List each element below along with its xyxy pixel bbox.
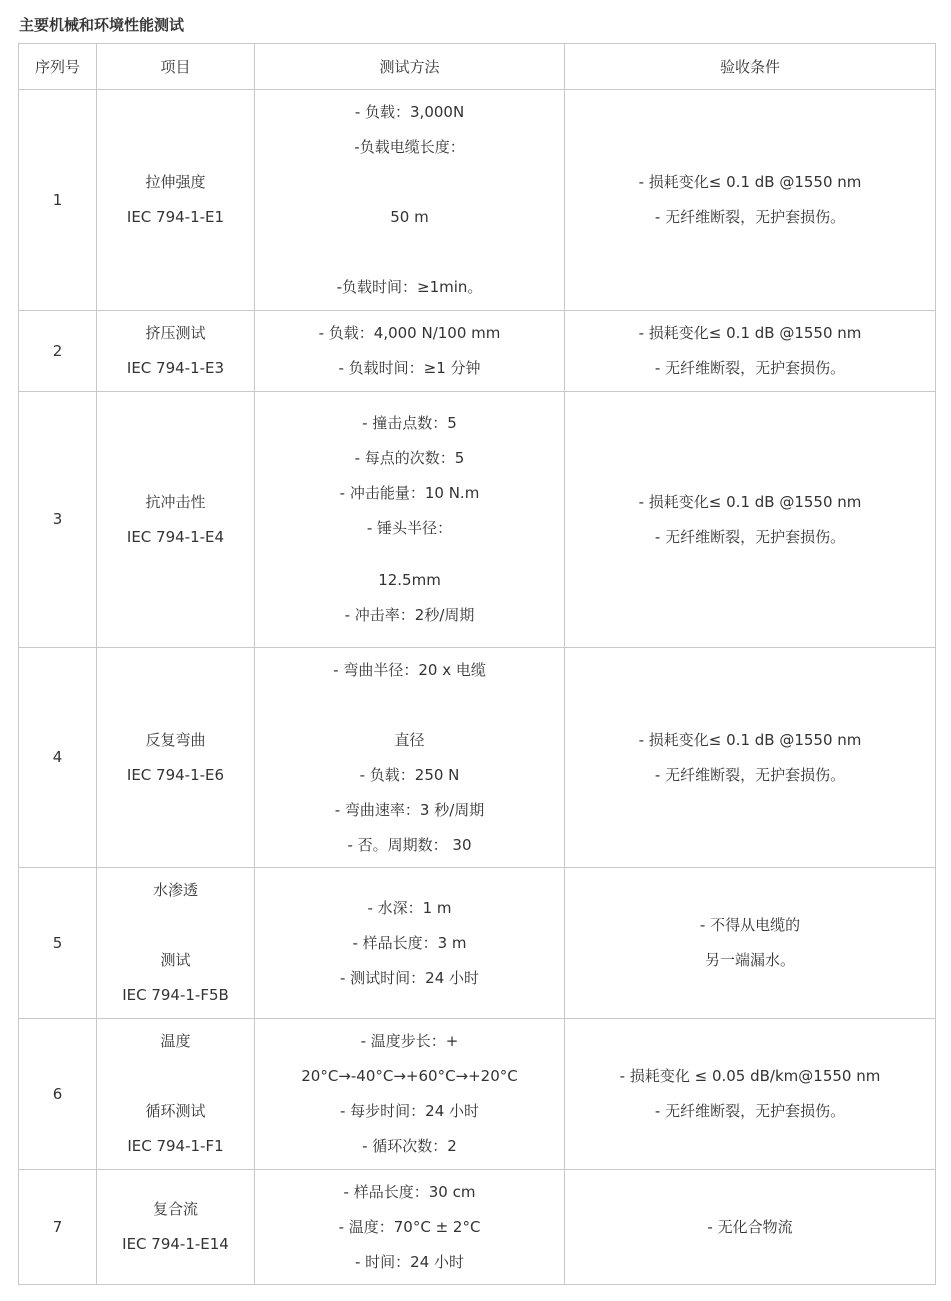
method-line: - 循环次数：2	[362, 1137, 457, 1155]
row-test-method	[255, 868, 565, 1019]
table-row	[19, 868, 936, 1019]
table-row	[19, 311, 936, 392]
method-line: 20°C→-40°C→+60°C→+20°C	[301, 1067, 518, 1085]
table-header-row	[19, 44, 936, 90]
criteria-line: - 无纤维断裂，无护套损伤。	[654, 1102, 846, 1120]
row-acceptance-criteria	[565, 90, 936, 311]
method-line: - 每点的次数：5	[354, 449, 465, 467]
method-line: - 否。周期数： 30	[347, 835, 472, 854]
header-acceptance-criteria: 验收条件	[565, 44, 936, 90]
item-line: IEC 794-1-E1	[126, 208, 225, 226]
method-line: - 负载：250 N	[359, 765, 460, 784]
item-line: 测试	[160, 951, 191, 969]
row-test-method	[255, 90, 565, 311]
method-line: - 负载：3,000N	[354, 103, 465, 121]
row-serial-number: 4	[19, 648, 97, 868]
row-item	[97, 311, 255, 392]
item-line: 反复弯曲	[145, 730, 206, 749]
item-line	[101, 1059, 250, 1094]
row-acceptance-criteria	[565, 1170, 936, 1285]
table-row	[19, 90, 936, 311]
method-line: -负载电缆长度：	[354, 138, 465, 156]
criteria-line: - 无纤维断裂，无护套损伤。	[654, 765, 846, 784]
item-line: 抗冲击性	[145, 492, 206, 511]
criteria-line: 另一端漏水。	[704, 951, 795, 969]
method-line	[259, 235, 560, 270]
item-line: 复合流	[152, 1200, 198, 1218]
method-line: - 负载时间：≥1 分钟	[338, 359, 481, 377]
criteria-line: - 损耗变化≤ 0.1 dB @1550 nm	[638, 492, 862, 511]
row-acceptance-criteria	[565, 648, 936, 868]
item-line: IEC 794-1-E14	[122, 1235, 229, 1253]
method-line: - 样品长度：3 m	[352, 933, 467, 952]
criteria-line: - 损耗变化≤ 0.1 dB @1550 nm	[638, 324, 862, 342]
item-line: 挤压测试	[145, 324, 206, 342]
table-row	[19, 392, 936, 648]
criteria-line: - 无纤维断裂，无护套损伤。	[654, 359, 846, 377]
header-test-method: 测试方法	[255, 44, 565, 90]
item-line: IEC 794-1-F5B	[122, 986, 229, 1004]
method-line: - 温度步长：+	[360, 1032, 459, 1050]
performance-test-table	[18, 43, 936, 1285]
row-acceptance-criteria	[565, 311, 936, 392]
criteria-line: - 无化合物流	[707, 1217, 793, 1236]
method-line: - 样品长度：30 cm	[343, 1182, 476, 1201]
method-line	[259, 546, 560, 563]
method-line: - 时间：24 小时	[354, 1252, 465, 1271]
method-line: 50 m	[390, 208, 429, 226]
method-line: - 冲击率：2秒/周期	[344, 606, 475, 624]
item-line: 水渗透	[152, 881, 198, 899]
method-line: - 水深：1 m	[367, 898, 452, 917]
item-line: IEC 794-1-E3	[126, 359, 225, 377]
row-item	[97, 1019, 255, 1170]
method-line: 直径	[394, 730, 425, 749]
criteria-line: - 无纤维断裂，无护套损伤。	[654, 208, 846, 226]
criteria-line: - 无纤维断裂，无护套损伤。	[654, 527, 846, 546]
criteria-line: - 损耗变化≤ 0.1 dB @1550 nm	[638, 173, 862, 191]
row-item	[97, 1170, 255, 1285]
item-line: 拉伸强度	[145, 173, 206, 191]
row-item	[97, 868, 255, 1019]
row-item	[97, 648, 255, 868]
row-serial-number: 3	[19, 392, 97, 648]
row-item	[97, 392, 255, 648]
row-serial-number: 5	[19, 868, 97, 1019]
row-serial-number: 1	[19, 90, 97, 311]
row-test-method	[255, 1019, 565, 1170]
row-test-method	[255, 311, 565, 392]
table-row	[19, 1019, 936, 1170]
method-line	[259, 165, 560, 200]
item-line: IEC 794-1-E6	[126, 765, 225, 784]
criteria-line: - 损耗变化 ≤ 0.05 dB/km@1550 nm	[619, 1067, 881, 1085]
method-line: - 测试时间：24 小时	[339, 968, 480, 987]
item-line	[101, 908, 250, 943]
method-line: - 撞击点数：5	[362, 414, 457, 432]
row-acceptance-criteria	[565, 392, 936, 648]
table-row	[19, 1170, 936, 1285]
method-line: 12.5mm	[378, 571, 441, 589]
row-test-method	[255, 392, 565, 648]
header-item: 项目	[97, 44, 255, 90]
method-line: - 弯曲半径：20 x 电缆	[333, 660, 486, 679]
method-line: - 温度：70°C ± 2°C	[338, 1217, 481, 1236]
method-line: - 锤头半径：	[366, 519, 453, 537]
method-line: - 每步时间：24 小时	[339, 1102, 480, 1120]
item-line: 温度	[160, 1032, 191, 1050]
method-line: -负载时间：≥1min。	[336, 278, 483, 296]
row-test-method	[255, 1170, 565, 1285]
header-serial-number: 序列号	[19, 44, 97, 90]
item-line: IEC 794-1-E4	[126, 527, 225, 546]
criteria-line: - 损耗变化≤ 0.1 dB @1550 nm	[638, 730, 862, 749]
row-test-method	[255, 648, 565, 868]
criteria-line: - 不得从电缆的	[699, 916, 801, 934]
table-row	[19, 648, 936, 868]
page-title: 主要机械和环境性能测试	[19, 16, 185, 34]
method-line: - 负载：4,000 N/100 mm	[318, 324, 501, 342]
row-acceptance-criteria	[565, 868, 936, 1019]
row-serial-number: 7	[19, 1170, 97, 1285]
item-line: IEC 794-1-F1	[127, 1137, 224, 1155]
row-serial-number: 2	[19, 311, 97, 392]
row-acceptance-criteria	[565, 1019, 936, 1170]
method-line: - 弯曲速率：3 秒/周期	[334, 800, 485, 819]
method-line: - 冲击能量：10 N.m	[339, 484, 480, 502]
row-item	[97, 90, 255, 311]
method-line	[259, 688, 560, 723]
row-serial-number: 6	[19, 1019, 97, 1170]
item-line: 循环测试	[145, 1102, 206, 1120]
